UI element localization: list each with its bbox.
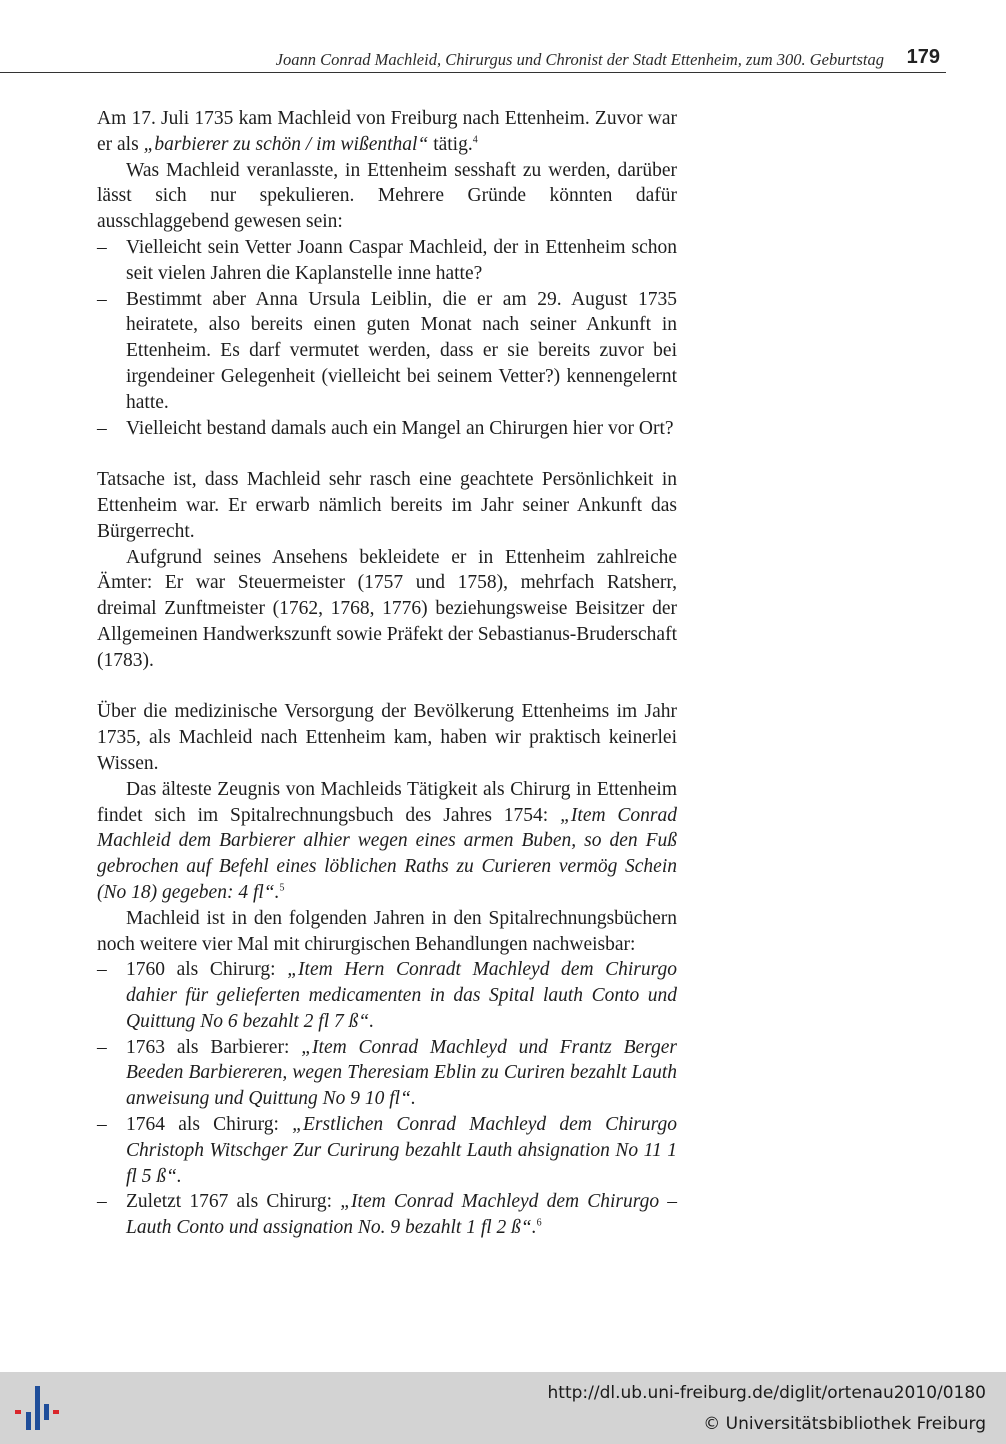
paragraph-arrival: Am 17. Juli 1735 kam Machleid von Freiburg nach Ettenheim. Zuvor war er als „barbierer zu schön / im wißenthal“ tätig.$^4$	[97, 108, 677, 155]
record-quote: „Item Conrad Machleyd dem Chirurgo – Lauth Conto und assignation No. 9 bezahlt 1 fl 2 ß“.	[126, 1191, 677, 1239]
bullet-dash: –	[97, 288, 107, 310]
section-gap	[97, 441, 677, 467]
paragraph-oldest-record: Das älteste Zeugnis von Machleids Tätigkeit als Chirurg in Ettenheim findet sich im Spitalrechnungsbuch des Jahres 1754: „Item Conrad Machleid dem Barbierer alhier wegen eines armen Buben, so den Fuß gebrochen auf Befehl eines löblichen Raths zu Curieren vermög Schein (No 18) gegeben: 4 fl“.$^5$	[97, 778, 677, 903]
quote-spitalrechnung-1754: „Item Conrad Machleid dem Barbierer alhier wegen eines armen Buben, so den Fuß gebrochen auf Befehl eines löblichen Raths zu Curieren vermög Schein (No 18) gegeben: 4 fl“.	[97, 804, 677, 903]
running-header	[0, 46, 946, 73]
footnote-ref-4[interactable]: 4	[472, 134, 478, 146]
list-item: – Zuletzt 1767 als Chirurg: „Item Conrad Machleyd dem Chirurgo – Lauth Conto und assignation No. 9 bezahlt 1 fl 2 ß“.$^6$	[97, 1191, 677, 1239]
bullet-dash: –	[97, 236, 107, 258]
record-quote: „Item Hern Conradt Machleyd dem Chirurgo dahier für gelieferten medicamenten in das Spital lauth Conto und Quittung No 6 bezahlt 2 fl 7 ß“.	[126, 959, 677, 1032]
paragraph-reasons: Was Machleid veranlasste, in Ettenheim sesshaft zu werden, darüber lässt sich nur spekulieren. Mehrere Gründe könnten dafür ausschlaggebend gewesen sein:	[97, 159, 677, 233]
footnote-ref-6[interactable]: 6	[536, 1217, 542, 1229]
ub-freiburg-logo-icon[interactable]	[11, 1382, 63, 1434]
list-item: – 1760 als Chirurg: „Item Hern Conradt Machleyd dem Chirurgo dahier für gelieferten medicamenten in das Spital lauth Conto und Quittung No 6 bezahlt 2 fl 7 ß“.	[97, 959, 677, 1032]
paragraph-medical-care: Über die medizinische Versorgung der Bevölkerung Ettenheims im Jahr 1735, als Machleid nach Ettenheim kam, haben wir praktisch keinerlei Wissen.	[97, 701, 677, 774]
paragraph-citizenship: Tatsache ist, dass Machleid sehr rasch eine geachtete Persönlichkeit in Ettenheim war. Er erwarb nämlich bereits im Jahr seiner Ankunft das Bürgerrecht.	[97, 469, 677, 542]
bullet-dash: –	[97, 1191, 107, 1213]
bullet-dash: –	[97, 1114, 107, 1136]
bullet-dash: –	[97, 417, 107, 439]
record-quote: „Erstlichen Conrad Machleyd dem Chirurgo Christoph Witschger Zur Curirung bezahlt Lauth ahsignation No 11 1 fl 5 ß“.	[126, 1114, 677, 1187]
footnote-ref-5[interactable]: 5	[279, 882, 285, 894]
list-item: – 1763 als Barbierer: „Item Conrad Machleyd und Frantz Berger Beeden Barbiereren, wegen Theresiam Eblin zu Curiren bezahlt Lauth anweisung und Quittung No 9 10 fl“.	[97, 1036, 677, 1110]
bullet-dash: –	[97, 959, 107, 981]
paragraph-offices: Aufgrund seines Ansehens bekleidete er in Ettenheim zahlreiche Ämter: Er war Steuermeister (1757 und 1758), mehrfach Ratsherr, dreimal Zunftmeister (1762, 1768, 1776) beziehungsweise Beisitzer der Allgemeinen Handwerkszunft sowie Präfekt der Sebastianus-Bruderschaft (1783).	[97, 546, 677, 671]
section-gap	[97, 674, 677, 700]
permalink-url[interactable]: http://dl.ub.uni-freiburg.de/diglit/ortenau2010/0180	[547, 1383, 986, 1403]
list-item: – 1764 als Chirurg: „Erstlichen Conrad Machleyd dem Chirurgo Christoph Witschger Zur Curirung bezahlt Lauth ahsignation No 11 1 fl 5 ß“.	[97, 1114, 677, 1187]
copyright-notice: © Universitätsbibliothek Freiburg	[703, 1414, 986, 1434]
list-item: – Vielleicht sein Vetter Joann Caspar Machleid, der in Ettenheim schon seit vielen Jahren die Kaplanstelle inne hatte?	[97, 236, 677, 284]
paragraph-further-records: Machleid ist in den folgenden Jahren in den Spitalrechnungsbüchern noch weitere vier Mal mit chirurgischen Behandlungen nachweisbar:	[97, 907, 677, 955]
library-footer	[0, 1372, 1006, 1444]
record-quote: „Item Conrad Machleyd und Frantz Berger Beeden Barbiereren, wegen Theresiam Eblin zu Curiren bezahlt Lauth anweisung und Quittung No 9 10 fl“.	[126, 1036, 677, 1110]
page-number: 179	[906, 46, 940, 68]
article-body	[97, 106, 677, 1241]
running-header-title: Joann Conrad Machleid, Chirurgus und Chronist der Stadt Ettenheim, zum 300. Geburtstag	[275, 50, 884, 69]
list-item: – Bestimmt aber Anna Ursula Leiblin, die er am 29. August 1735 heiratete, also bereits einen guten Monat nach seiner Ankunft in Ettenheim. Es darf vermutet werden, dass er sie bereits zuvor bei irgendeiner Gelegenheit (vielleicht bei seinem Vetter?) kennengelernt hatte.	[97, 288, 677, 413]
bullet-dash: –	[97, 1036, 107, 1058]
list-item: – Vielleicht bestand damals auch ein Mangel an Chirurgen hier vor Ort?	[97, 416, 677, 442]
quote-barbierer: „barbierer zu schön / im wißenthal“	[143, 133, 429, 155]
